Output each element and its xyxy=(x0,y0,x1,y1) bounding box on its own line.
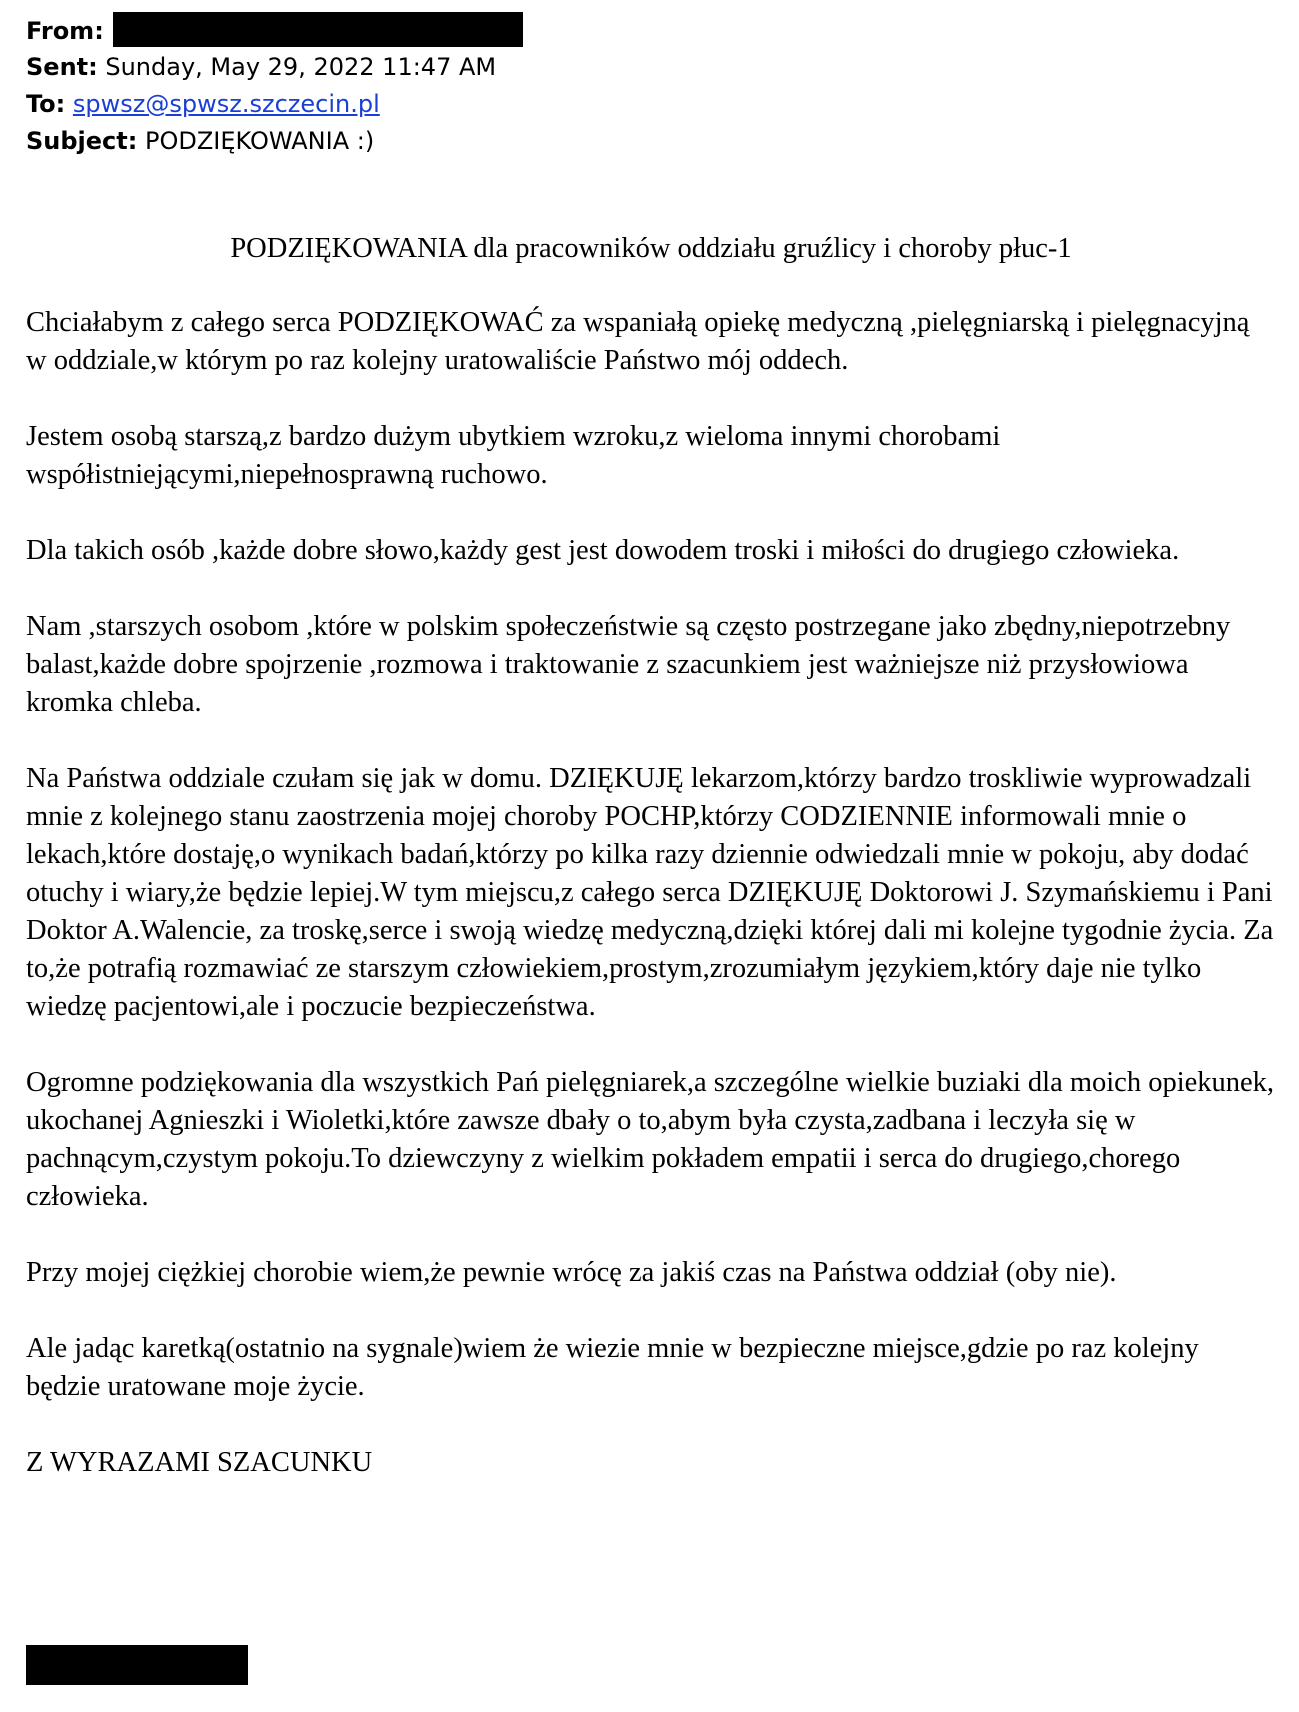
sent-value: Sunday, May 29, 2022 11:47 AM xyxy=(105,53,497,81)
sent-row xyxy=(26,49,523,86)
subject-row xyxy=(26,123,523,160)
subject-label: Subject: xyxy=(26,127,138,155)
redacted-signature-block xyxy=(26,1645,248,1685)
redacted-sender-block xyxy=(113,12,523,47)
letter-closing: Z WYRAZAMI SZACUNKU xyxy=(26,1447,373,1478)
to-label: To: xyxy=(26,90,66,118)
letter-paragraph-7: Przy mojej ciężkiej chorobie wiem,że pewnie wrócę za jakiś czas na Państwa oddział (oby nie). xyxy=(26,1257,1117,1288)
letter-paragraph-6: Ogromne podziękowania dla wszystkich Pań pielęgniarek,a szczególne wielkie buziaki dla moich opiekunek, ukochanej Agnieszki i Wioletki,które zawsze dbały o to,abym była czysta,zadbana i leczyła się w pachnącym,czystym pokoju.To dziewczyny z wielkim pokładem empatii i serca do drugiego,chorego człowieka. xyxy=(26,1067,1275,1212)
recipient-email-link[interactable]: spwsz@spwsz.szczecin.pl xyxy=(72,90,380,118)
email-header xyxy=(26,12,523,160)
letter-body xyxy=(26,230,1276,1482)
letter-paragraph-3: Dla takich osób ,każde dobre słowo,każdy gest jest dowodem troski i miłości do drugiego człowieka. xyxy=(26,535,1180,566)
letter-paragraph-8: Ale jadąc karetką(ostatnio na sygnale)wiem że wiezie mnie w bezpieczne miejsce,gdzie po raz kolejny będzie uratowane moje życie. xyxy=(26,1333,1199,1402)
letter-title: PODZIĘKOWANIA dla pracowników oddziału gruźlicy i choroby płuc-1 xyxy=(230,233,1072,264)
from-row xyxy=(26,12,523,49)
from-label: From: xyxy=(26,17,104,45)
to-row xyxy=(26,86,523,123)
sent-label: Sent: xyxy=(26,53,98,81)
subject-value: PODZIĘKOWANIA :) xyxy=(145,127,375,155)
letter-paragraph-2: Jestem osobą starszą,z bardzo dużym ubytkiem wzroku,z wieloma innymi chorobami współistniejącymi,niepełnosprawną ruchowo. xyxy=(26,421,1001,490)
letter-paragraph-5: Na Państwa oddziale czułam się jak w domu. DZIĘKUJĘ lekarzom,którzy bardzo troskliwie wyprowadzali mnie z kolejnego stanu zaostrzenia mojej choroby POCHP,którzy CODZIENNIE informowali mnie o lekach,które dostaję,o wynikach badań,którzy po kilka razy dziennie odwiedzali mnie w pokoju, aby dodać otuchy i wiary,że będzie lepiej.W tym miejscu,z całego serca DZIĘKUJĘ Doktorowi J. Szymańskiemu i Pani Doktor A.Walencie, za troskę,serce i swoją wiedzę medyczną,dzięki której dali mi kolejne tygodnie życia. Za to,że potrafią rozmawiać ze starszym człowiekiem,prostym,zrozumiałym językiem,który daje nie tylko wiedzę pacjentowi,ale i poczucie bezpieczeństwa. xyxy=(26,763,1274,1022)
letter-paragraph-1: Chciałabym z całego serca PODZIĘKOWAĆ za wspaniałą opiekę medyczną ,pielęgniarską i pielęgnacyjną w oddziale,w którym po raz kolejny uratowaliście Państwo mój oddech. xyxy=(26,307,1250,376)
letter-paragraph-4: Nam ,starszych osobom ,które w polskim społeczeństwie są często postrzegane jako zbędny,niepotrzebny balast,każde dobre spojrzenie ,rozmowa i traktowanie z szacunkiem jest ważniejsze niż przysłowiowa kromka chleba. xyxy=(26,611,1231,718)
